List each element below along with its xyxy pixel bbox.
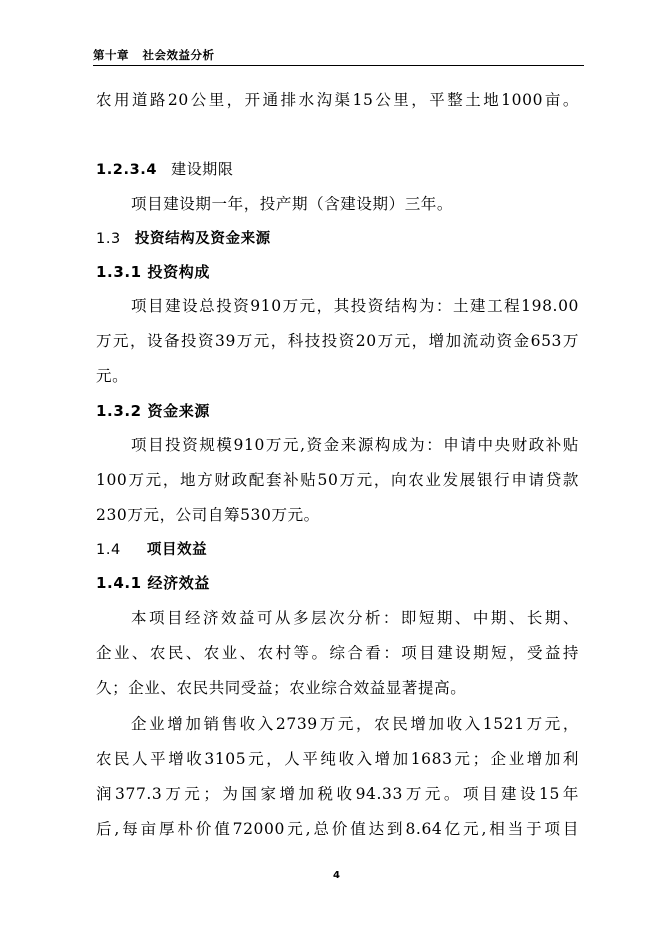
running-header — [93, 47, 215, 63]
heading-text: 项目效益 — [146, 542, 208, 558]
paragraph-line: 100万元，地方财政配套补贴50万元，向农业发展银行申请贷款 — [96, 471, 579, 489]
paragraph-line: 230万元，公司自筹530万元。 — [96, 506, 320, 524]
page-number: 4 — [333, 870, 340, 881]
heading-1-3 — [96, 227, 271, 248]
header-chapter: 第十章 — [93, 48, 129, 62]
heading-number: 1.4 — [96, 542, 121, 558]
heading-1-4-1: 1.4.1 经济效益 — [96, 574, 210, 592]
header-title: 社会效益分析 — [142, 48, 215, 62]
heading-1-3-2: 1.3.2 资金来源 — [96, 402, 210, 420]
heading-number: 1.3 — [96, 231, 121, 247]
paragraph-line: 企业、农民、农业、农村等。综合看：项目建设期短，受益持 — [96, 644, 579, 662]
paragraph-line: 项目投资规模910万元,资金来源构成为：申请中央财政补贴 — [131, 436, 579, 454]
heading-1-2-3-4 — [96, 158, 234, 179]
heading-1-3-1: 1.3.1 投资构成 — [96, 263, 210, 281]
paragraph-line: 农用道路20公里，开通排水沟渠15公里，平整土地1000亩。 — [96, 91, 579, 109]
heading-text: 投资结构及资金来源 — [134, 231, 271, 247]
paragraph-line: 润377.3万元；为国家增加税收94.33万元。项目建设15年 — [96, 785, 579, 803]
heading-number: 1.2.3.4 — [96, 162, 158, 178]
paragraph-line: 项目建设总投资910万元，其投资结构为：土建工程198.00 — [131, 297, 579, 315]
paragraph-line: 久；企业、农民共同受益；农业综合效益显著提高。 — [96, 679, 467, 697]
paragraph-line: 本项目经济效益可从多层次分析：即短期、中期、长期、 — [131, 609, 579, 627]
header-rule — [93, 65, 584, 66]
paragraph-line: 企业增加销售收入2739万元，农民增加收入1521万元， — [131, 715, 579, 733]
paragraph-line: 万元，设备投资39万元，科技投资20万元，增加流动资金653万 — [96, 332, 579, 350]
paragraph-line: 元。 — [96, 367, 129, 385]
heading-text: 建设期限 — [171, 160, 234, 178]
heading-1-4 — [96, 538, 207, 559]
paragraph-line: 后,每亩厚朴价值72000元,总价值达到8.64亿元,相当于项目 — [96, 820, 579, 838]
paragraph-line: 农民人平增收3105元，人平纯收入增加1683元；企业增加利 — [96, 750, 579, 768]
paragraph-line: 项目建设期一年，投产期（含建设期）三年。 — [131, 195, 454, 213]
